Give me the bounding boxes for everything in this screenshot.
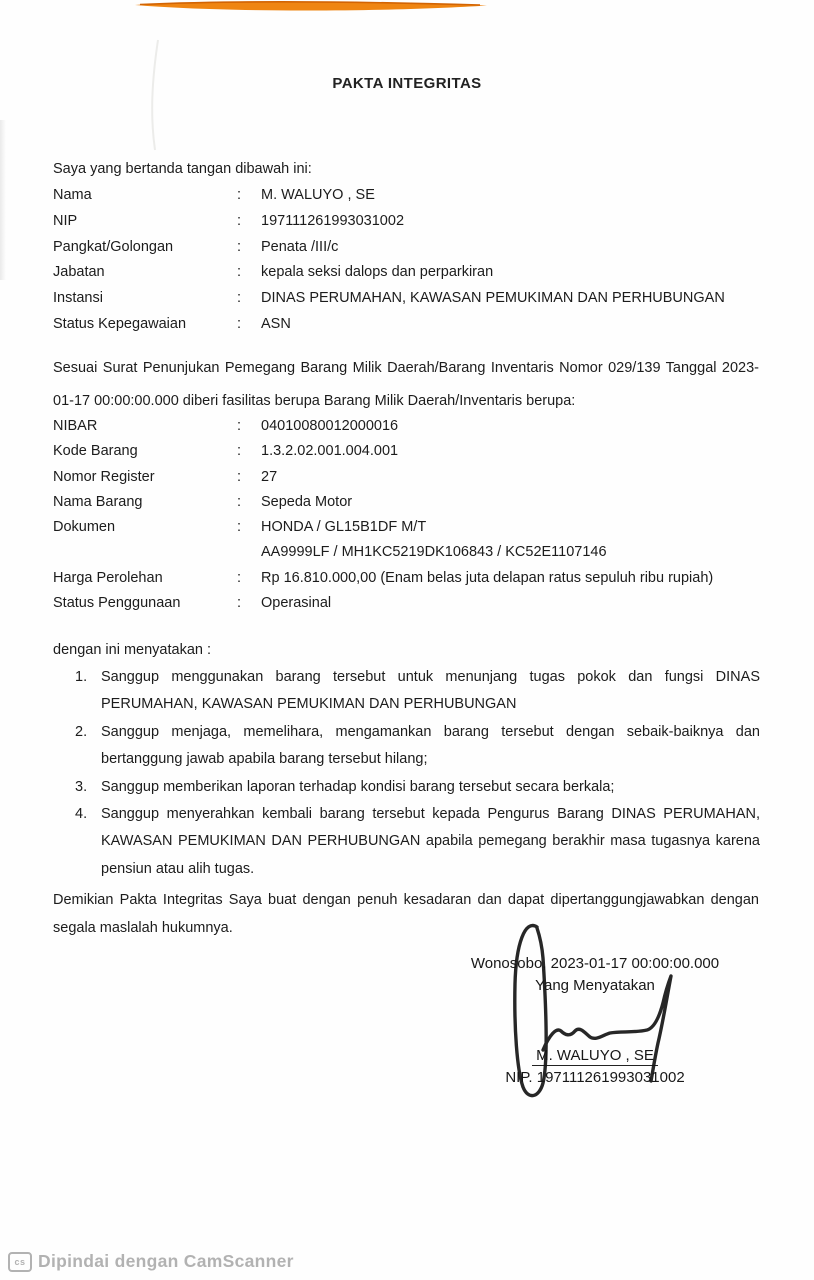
- closing-paragraph: Demikian Pakta Integritas Saya buat dengan penuh kesadaran dan dapat dipertanggungjawabkan dengan segala maslalah hukumnya.: [53, 892, 759, 936]
- orange-scan-edge: [0, 0, 814, 14]
- field-indent: [53, 544, 261, 569]
- field-label: NIBAR: [53, 418, 98, 434]
- asset-row-harga: [53, 570, 763, 595]
- statement-number: 4.: [75, 806, 88, 823]
- camscanner-footer-text: Dipindai dengan CamScanner: [38, 1251, 294, 1271]
- signature-name-text: M. WALUYO , SE: [532, 1047, 658, 1066]
- assignment-paragraph: Sesuai Surat Penunjukan Pemegang Barang Milik Daerah/Barang Inventaris Nomor 029/139 Tanggal 2023-01-17 00:00:00.000 diberi fasilitas berupa Barang Milik Daerah/Inventaris berupa:: [53, 360, 759, 409]
- field-value: AA9999LF / MH1KC5219DK106843 / KC52E1107146: [261, 544, 607, 561]
- field-value: HONDA / GL15B1DF M/T: [261, 519, 427, 536]
- asset-row-dokumen: [53, 519, 763, 544]
- identity-row-jabatan: [53, 264, 763, 290]
- statement-text: Sanggup menggunakan barang tersebut untuk menunjang tugas pokok dan fungsi DINAS PERUMAHAN, KAWASAN PEMUKIMAN DAN PERHUBUNGAN: [101, 669, 760, 713]
- statement-intro: dengan ini menyatakan :: [53, 642, 211, 658]
- field-value: kepala seksi dalops dan perparkiran: [261, 264, 494, 281]
- statement-number: 3.: [75, 778, 88, 795]
- field-value: 197111261993031002: [261, 212, 405, 229]
- statement-item-1: [53, 664, 760, 719]
- page-title: PAKTA INTEGRITAS: [332, 75, 482, 92]
- signature-place-date: Wonosobo, 2023-01-17 00:00:00.000: [470, 955, 720, 972]
- field-label: Status Penggunaan: [53, 595, 181, 612]
- field-colon: :: [237, 187, 242, 203]
- field-label: Nama: [53, 187, 92, 203]
- field-colon: :: [237, 264, 242, 281]
- field-label: Pangkat/Golongan: [53, 238, 174, 255]
- field-colon: :: [237, 493, 242, 510]
- statement-number: 2.: [75, 723, 88, 740]
- field-value: Sepeda Motor: [261, 493, 353, 510]
- statement-item-2: [53, 719, 760, 774]
- field-value: Rp 16.810.000,00 (Enam belas juta delapan ratus sepuluh ribu rupiah): [261, 569, 714, 586]
- identity-row-instansi: [53, 290, 763, 316]
- asset-row-dokumen-line2: [53, 544, 763, 569]
- field-colon: :: [237, 238, 242, 255]
- field-value: DINAS PERUMAHAN, KAWASAN PEMUKIMAN DAN PERHUBUNGAN: [261, 290, 725, 307]
- field-colon: :: [237, 418, 242, 434]
- identity-row-nip: [53, 213, 763, 239]
- field-label: Jabatan: [53, 264, 105, 281]
- field-label: Instansi: [53, 290, 103, 307]
- statement-text: Sanggup menjaga, memelihara, mengamankan barang tersebut dengan sebaik-baiknya dan bertanggung jawab apabila barang tersebut hilang;: [101, 723, 760, 768]
- field-label: Nama Barang: [53, 493, 143, 510]
- field-value: M. WALUYO , SE: [261, 187, 375, 203]
- signature-role: Yang Menyatakan: [535, 977, 655, 994]
- field-label: Dokumen: [53, 519, 116, 536]
- identity-row-nama: [53, 187, 763, 213]
- statement-number: 1.: [75, 669, 88, 685]
- field-value: ASN: [261, 315, 291, 332]
- asset-row-kode-barang: [53, 443, 763, 468]
- asset-row-status-penggunaan: [53, 595, 763, 620]
- camscanner-icon: cs: [8, 1252, 32, 1272]
- statement-text: Sanggup menyerahkan kembali barang tersebut kepada Pengurus Barang DINAS PERUMAHAN, KAWASAN PEMUKIMAN DAN PERHUBUNGAN apabila pemegang berakhir masa tugasnya karena pensiun atau alih tugas.: [101, 806, 760, 877]
- asset-table: [53, 418, 763, 620]
- field-colon: :: [237, 519, 242, 536]
- field-colon: :: [237, 212, 242, 229]
- identity-row-pangkat: [53, 239, 763, 265]
- statements-list: [53, 664, 760, 883]
- identity-table: [53, 187, 763, 342]
- field-label: Harga Perolehan: [53, 569, 163, 586]
- signature-block: [420, 953, 770, 1089]
- field-colon: :: [237, 468, 242, 485]
- field-value: Operasinal: [261, 595, 332, 612]
- asset-row-nibar: [53, 418, 763, 443]
- field-label: NIP: [53, 212, 78, 229]
- field-colon: :: [237, 595, 242, 612]
- field-colon: :: [237, 569, 242, 586]
- statement-item-3: [53, 774, 760, 801]
- statement-item-4: [53, 801, 760, 883]
- camscanner-footer: [8, 1251, 294, 1272]
- field-label: Status Kepegawaian: [53, 315, 187, 332]
- signature-nip: NIP. 197111261993031002: [505, 1069, 685, 1086]
- signature-gap: [420, 997, 770, 1045]
- field-colon: :: [237, 290, 242, 307]
- field-label: Nomor Register: [53, 468, 155, 485]
- asset-row-nama-barang: [53, 494, 763, 519]
- field-value: Penata /III/c: [261, 238, 339, 255]
- signature-name: [420, 1045, 770, 1067]
- field-value: 27: [261, 468, 278, 485]
- statement-text: Sanggup memberikan laporan terhadap kondisi barang tersebut secara berkala;: [101, 778, 615, 795]
- field-colon: :: [237, 315, 242, 332]
- identity-row-status: [53, 316, 763, 342]
- asset-row-nomor-register: [53, 469, 763, 494]
- field-value: 04010080012000016: [261, 418, 399, 434]
- field-colon: :: [237, 443, 242, 460]
- intro-line: Saya yang bertanda tangan dibawah ini:: [53, 161, 312, 177]
- field-label: Kode Barang: [53, 443, 138, 460]
- field-value: 1.3.2.02.001.004.001: [261, 443, 399, 460]
